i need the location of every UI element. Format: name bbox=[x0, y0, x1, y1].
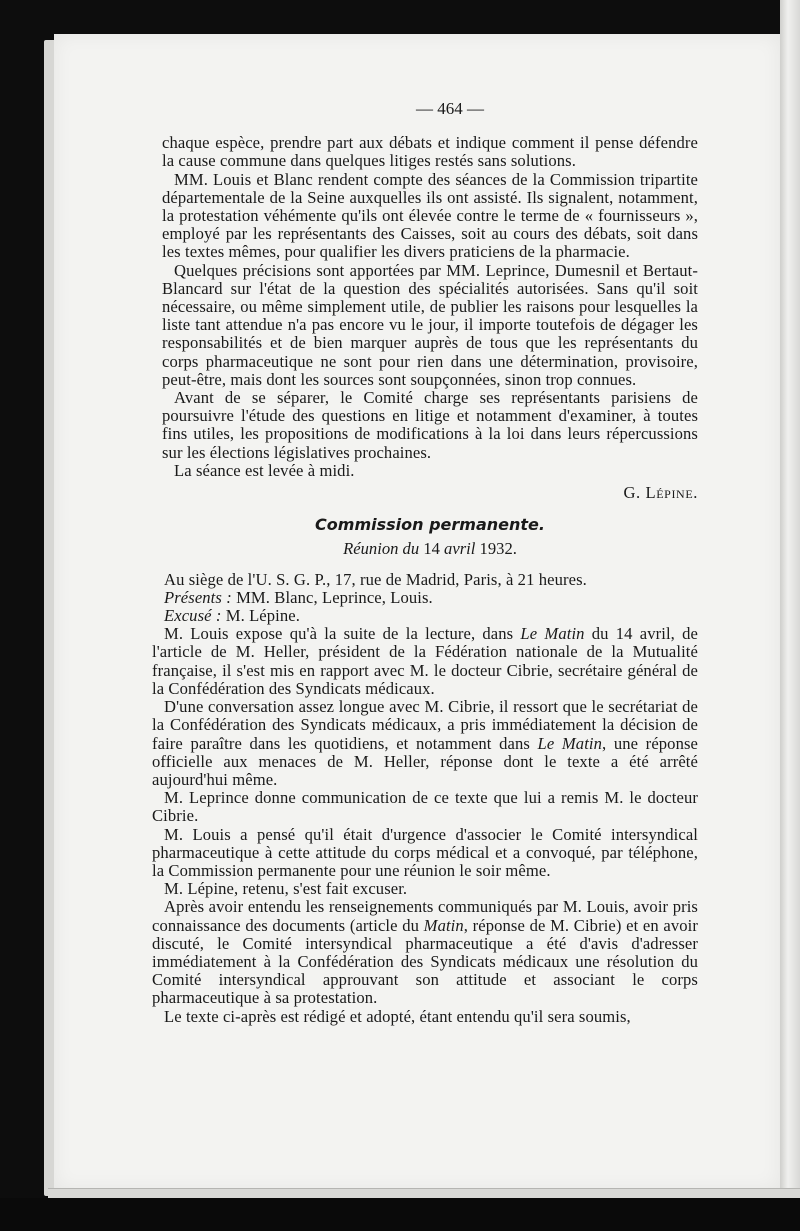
paragraph-12: Le texte ci-après est rédigé et adopté, étant entendu qu'il sera soumis, bbox=[164, 1006, 631, 1026]
paragraph-10: M. Lépine, retenu, s'est fait excuser. bbox=[164, 879, 408, 899]
page-number: — 464 — bbox=[416, 99, 484, 118]
meeting-present bbox=[152, 589, 698, 607]
newspaper-title: Le Matin bbox=[520, 624, 585, 644]
paragraph-11 bbox=[152, 898, 698, 1007]
paragraph-9: M. Louis a pensé qu'il était d'urgence d'associer le Comité intersyndical pharmaceutique à cette attitude du corps médical et a convoqué, par téléphone, la Commission permanente pour une réunion le soir même. bbox=[152, 824, 698, 880]
subtitle-month: avril bbox=[439, 539, 480, 559]
subtitle-prefix: Réunion du bbox=[343, 539, 424, 559]
paragraph-8: M. Leprince donne communication de ce texte que lui a remis M. le docteur Cibrie. bbox=[152, 788, 698, 826]
paragraph-7-text-b: , une réponse officielle aux menaces de M. Heller, réponse dont le texte a été arrêté aujourd'hui même. bbox=[152, 733, 698, 789]
present-value: MM. Blanc, Leprince, Louis. bbox=[231, 587, 433, 607]
subtitle-day: 14 bbox=[423, 539, 440, 559]
paragraph-7 bbox=[152, 698, 698, 789]
newspaper-title: Le Matin bbox=[537, 733, 603, 753]
paragraph-6-text-a: M. Louis expose qu'à la suite de la lecture, dans bbox=[164, 624, 521, 644]
newspaper-title: Matin bbox=[423, 915, 464, 935]
meeting-location: Au siège de l'U. S. G. P., 17, rue de Madrid, Paris, à 21 heures. bbox=[164, 569, 587, 589]
paragraph-6-text-b: du 14 avril, de l'article de M. Heller, président de la Fédération nationale de la Mutualité française, il s'est mis en rapport avec M. le docteur Cibrie, secrétaire général de la Confédération des Syndicats médicaux. bbox=[152, 624, 698, 698]
meeting-block bbox=[152, 571, 698, 1026]
meeting-excused bbox=[152, 607, 698, 625]
page-content bbox=[152, 99, 698, 1026]
excused-value: M. Lépine. bbox=[221, 606, 300, 626]
excused-label: Excusé : bbox=[164, 606, 222, 626]
signature: G. Lépine. bbox=[623, 483, 698, 503]
paragraph-6 bbox=[152, 625, 698, 698]
present-label: Présents : bbox=[164, 587, 232, 607]
paragraph-11-text-b: , réponse de M. Cibrie) et en avoir discuté, le Comité intersyndical pharmaceutique a été d'avis d'adresser immédiatement à la Confédération des Syndicats médicaux une résolution du Comité intersyndical approuvant son attitude et associant le corps pharmaceutique à sa protestation. bbox=[152, 915, 698, 1008]
paragraph-3: Quelques précisions sont apportées par MM. Leprince, Dumesnil et Bertaut-Blancard sur l'état de la question des spécialités autorisées. Sans qu'il soit nécessaire, ou même simplement utile, de publier les raisons pour lesquelles la liste tant attendue n'a pas encore vu le jour, il importe toutefois de dégager les responsabilités et de bien marquer auprès de tous que les représentants du corps pharmaceutique ne sont pour rien dans une détermination, provisoire, peut-être, mais dont les sources sont soupçonnées, sinon trop connues. bbox=[162, 260, 698, 389]
paragraph-11-text-a: Après avoir entendu les renseignements communiqués par M. Louis, avoir pris connaissance des documents (article du bbox=[152, 897, 698, 935]
paragraph-1: chaque espèce, prendre part aux débats et indique comment il pense défendre la cause commune dans quelques litiges restés sans solutions. bbox=[162, 133, 698, 171]
subtitle-year: 1932. bbox=[479, 539, 517, 559]
scan-background bbox=[0, 1198, 800, 1231]
paragraph-7-text-a: D'une conversation assez longue avec M. Cibrie, il ressort que le secrétariat de la Confédération des Syndicats médicaux, a pris immédiatement la décision de faire paraître dans les quotidiens, et notamment dans bbox=[152, 697, 698, 753]
section-title: Commission permanente. bbox=[315, 515, 545, 535]
paragraph-4: Avant de se séparer, le Comité charge ses représentants parisiens de poursuivre l'étude des questions en litige et notamment d'examiner, à toutes fins utiles, les propositions de modifications à la loi dans leurs répercussions sur les élections législatives prochaines. bbox=[162, 388, 698, 462]
paragraph-5: La séance est levée à midi. bbox=[174, 460, 355, 480]
paragraph-2: MM. Louis et Blanc rendent compte des séances de la Commission tripartite départementale de la Seine auxquelles ils ont assisté. Ils signalent, notamment, la protestation véhémente qu'ils ont élevée contre le terme de « fournisseurs », employé par les représentants des Caisses, soit au cours des débats, soit dans les textes mêmes, pour qualifier les divers praticiens de la pharmacie. bbox=[162, 169, 698, 262]
page-edge-right bbox=[780, 0, 800, 1231]
section-subtitle bbox=[162, 540, 698, 558]
